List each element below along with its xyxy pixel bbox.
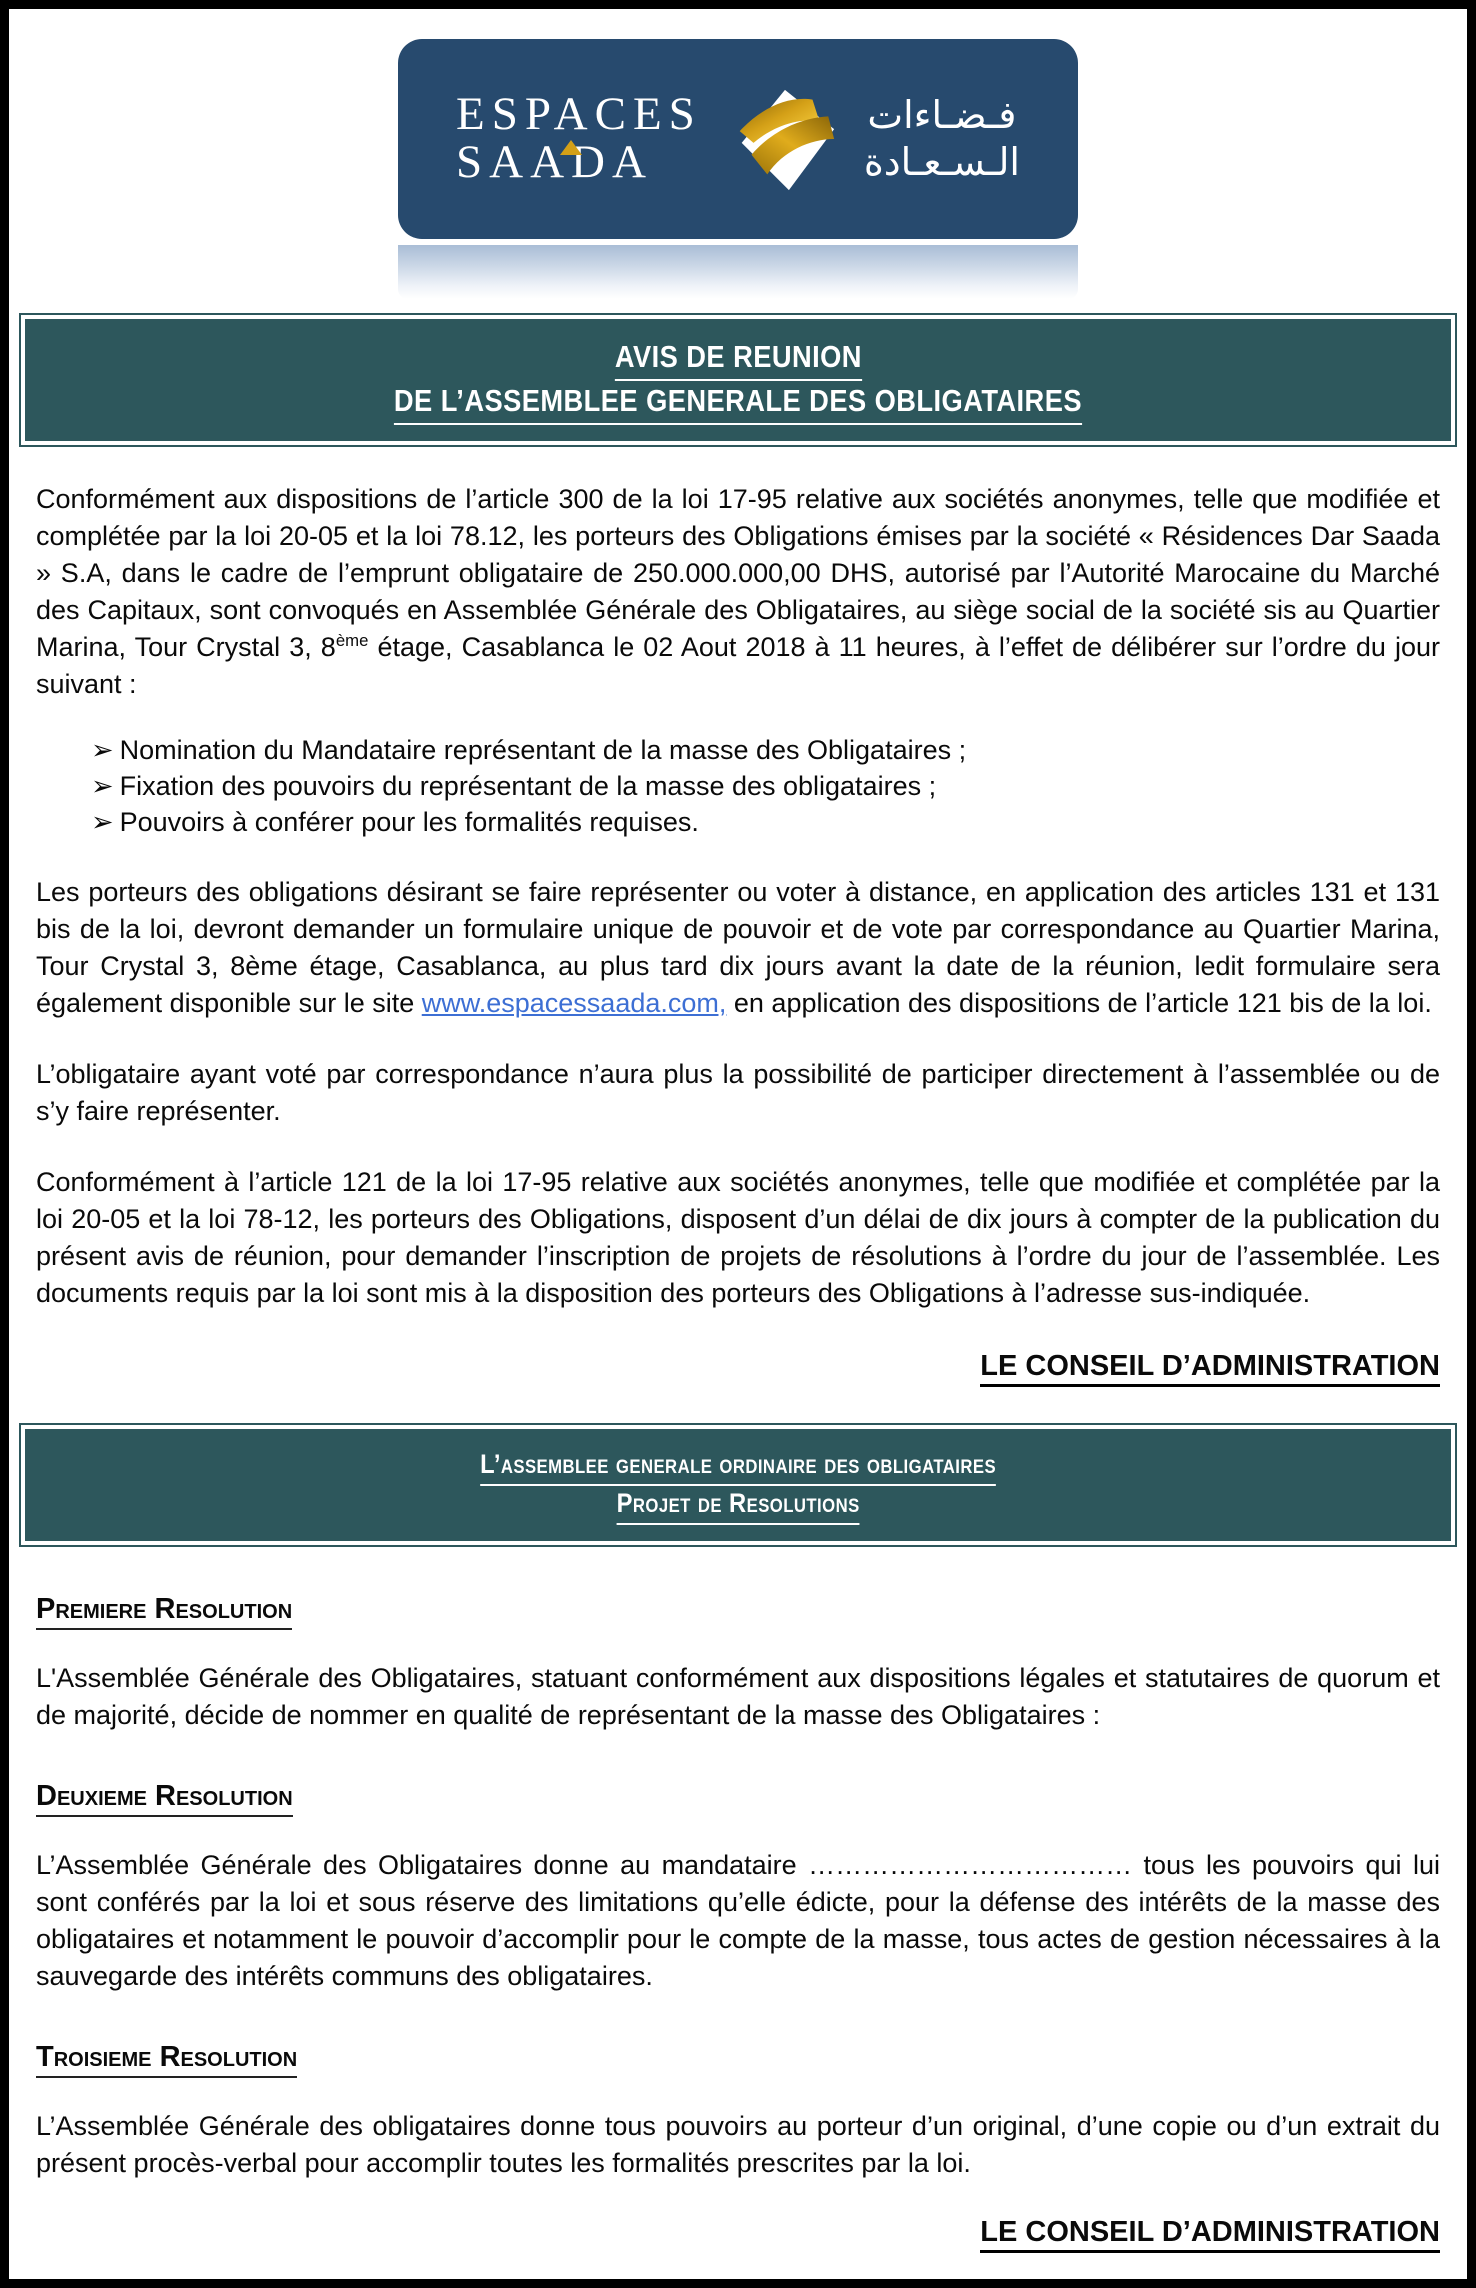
agenda-item: ➢ Fixation des pouvoirs du représentant de la masse des obligataires ; bbox=[91, 771, 937, 801]
brand-line-espaces: ESPACES bbox=[456, 88, 702, 141]
paragraph-proxy-voting: Les porteurs des obligations désirant se faire représenter ou voter à distance, en application des articles 131 et 131 bis de la loi, devront demander un formulaire unique de pouvoir et de vote par correspondance au Quartier Marina, Tour Crystal 3, 8ème étage, Casablanca, au plus tard dix jours avant la date de la réunion, ledit formulaire sera également disponible sur le site www.espacessaada.com, en application des dispositions de l’article 121 bis de la loi. bbox=[36, 877, 1440, 1018]
resolutions-title-line1: L’assemblee generale ordinaire des obligataires bbox=[31, 1449, 1445, 1480]
paragraph-convocation: Conformément aux dispositions de l’article 300 de la loi 17-95 relative aux sociétés anonymes, telle que modifiée et complétée par la loi 20-05 et la loi 78.12, les porteurs des Obligations émises par la société « Résidences Dar Saada » S.A, dans le cadre de l’emprunt obligataire de 250.000.000,00 DHS, autorisé par l’Autorité Marocaine du Marché des Capitaux, sont convoqués en Assemblée Générale des Obligataires, au siège social de la société sis au Quartier Marina, Tour Crystal 3, 8ème étage, Casablanca le 02 Aout 2018 à 11 heures, à l’effet de délibérer sur l’ordre du jour suivant : bbox=[36, 484, 1440, 699]
resolutions-title-line2: Projet de Resolutions bbox=[31, 1488, 1445, 1519]
paragraph-premiere-resolution: L'Assemblée Générale des Obligataires, statuant conformément aux dispositions légales et statutaires de quorum et de majorité, décide de nommer en qualité de représentant de la masse des Obligataires : bbox=[36, 1663, 1440, 1730]
superscript-eme: ème bbox=[335, 631, 369, 650]
logo-area bbox=[9, 39, 1467, 299]
notice-body bbox=[9, 481, 1467, 1383]
paragraph-article121: Conformément à l’article 121 de la loi 17-95 relative aux sociétés anonymes, telle que modifiée et complétée par la loi 20-05 et la loi 78-12, les porteurs des Obligations, disposent d’un délai de dix jours à compter de la publication du présent avis de réunion, pour demander l’inscription de projets de résolutions à l’ordre du jour de l’assemblée. Les documents requis par la loi sont mis à la disposition des porteurs des Obligations à l’adresse sus-indiquée. bbox=[36, 1167, 1440, 1308]
arrow-bullet-icon: ➢ bbox=[91, 735, 114, 765]
brand-arabic-text: فـضـاءات الـسـعـادة bbox=[863, 92, 1020, 184]
signature-conseil-administration: LE CONSEIL D’ADMINISTRATION bbox=[36, 2216, 1440, 2249]
agenda-list bbox=[29, 733, 1447, 840]
brand-wordmark bbox=[456, 88, 702, 188]
arrow-bullet-icon: ➢ bbox=[91, 771, 114, 801]
paragraph-vote-restriction: L’obligataire ayant voté par correspondance n’aura plus la possibilité de participer directement à l’assemblée ou de s’y faire représenter. bbox=[36, 1059, 1440, 1126]
heading-premiere-resolution: Premiere Resolution bbox=[36, 1593, 1440, 1626]
saada-gold-swoosh-icon bbox=[724, 80, 842, 198]
resolutions-title-band bbox=[19, 1423, 1457, 1547]
logo-reflection bbox=[398, 245, 1078, 299]
gold-accent-triangle-icon bbox=[560, 140, 582, 155]
arrow-bullet-icon: ➢ bbox=[91, 807, 114, 837]
notice-title-line2: DE L’ASSEMBLEE GENERALE DES OBLIGATAIRES bbox=[31, 383, 1445, 419]
espaces-saada-logo bbox=[398, 39, 1078, 239]
notice-title-band bbox=[19, 313, 1457, 447]
paragraph-troisieme-resolution: L’Assemblée Générale des obligataires donne tous pouvoirs au porteur d’un original, d’une copie ou d’un extrait du présent procès-verbal pour accomplir toutes les formalités prescrites par la loi. bbox=[36, 2111, 1440, 2178]
agenda-item: ➢ Pouvoirs à conférer pour les formalités requises. bbox=[91, 807, 699, 837]
signature-conseil-administration: LE CONSEIL D’ADMINISTRATION bbox=[36, 1350, 1440, 1383]
paragraph-deuxieme-resolution: L’Assemblée Générale des Obligataires donne au mandataire ……………………………… tous les pouvoirs qui lui sont conférés par la loi et sous réserve des limitations qu’elle édicte, pour la défense des intérêts de la masse des obligataires et notamment le pouvoir d’accomplir pour le compte de la masse, tous actes de gestion nécessaires à la sauvegarde des intérêts communs des obligataires. bbox=[36, 1850, 1440, 1991]
heading-deuxieme-resolution: Deuxieme Resolution bbox=[36, 1780, 1440, 1813]
resolutions-body bbox=[9, 1593, 1467, 2249]
website-link[interactable]: www.espacessaada.com, bbox=[421, 988, 727, 1018]
notice-title-line1: AVIS DE REUNION bbox=[31, 339, 1445, 375]
heading-troisieme-resolution: Troisieme Resolution bbox=[36, 2041, 1440, 2074]
agenda-item: ➢ Nomination du Mandataire représentant de la masse des Obligataires ; bbox=[91, 735, 967, 765]
brand-line-saada: SAADA bbox=[456, 136, 653, 188]
